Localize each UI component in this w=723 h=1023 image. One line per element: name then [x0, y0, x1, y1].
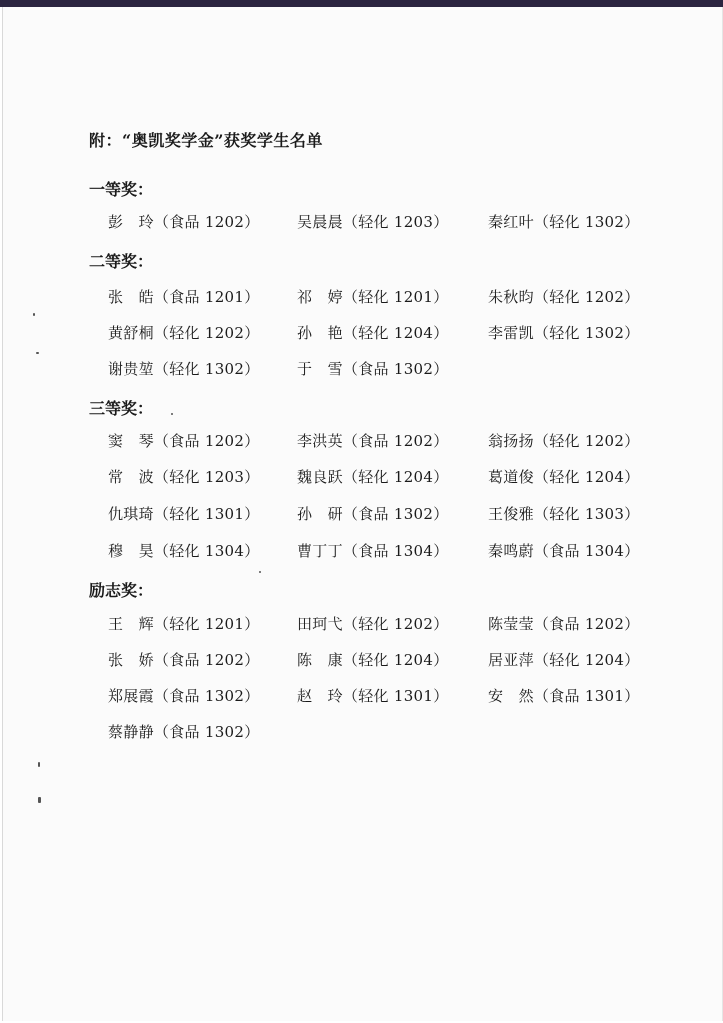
scan-speck	[36, 352, 39, 354]
award-entry: 彭 玲（食品 1202）	[108, 213, 260, 231]
scan-speck	[33, 313, 35, 316]
award-entry: 李雷凯（轻化 1302）	[488, 324, 640, 342]
scan-speck	[38, 797, 41, 803]
document-title: 附：“奥凯奖学金”获奖学生名单	[89, 131, 323, 150]
award-entry: 谢贵堃（轻化 1302）	[108, 360, 260, 378]
award-entry: 穆 昊（轻化 1304）	[108, 542, 260, 560]
award-entry: 张 娇（食品 1202）	[108, 651, 260, 669]
window-top-bar	[0, 0, 723, 7]
award-entry: 李洪英（食品 1202）	[297, 432, 449, 450]
award-entry: 魏良跃（轻化 1204）	[297, 468, 449, 486]
award-entry: 田珂弋（轻化 1202）	[297, 615, 449, 633]
award-entry: 黄舒桐（轻化 1202）	[108, 324, 260, 342]
section-heading-encouragement-prize: 励志奖：	[89, 581, 154, 600]
award-entry: 陈莹莹（食品 1202）	[488, 615, 640, 633]
award-entry: 葛道俊（轻化 1204）	[488, 468, 640, 486]
scan-speck	[259, 571, 261, 573]
award-entry: 郑展霞（食品 1302）	[108, 687, 260, 705]
award-entry: 窦 琴（食品 1202）	[108, 432, 260, 450]
award-entry: 孙 研（食品 1302）	[297, 505, 449, 523]
award-entry: 蔡静静（食品 1302）	[108, 723, 260, 741]
award-entry: 王俊雅（轻化 1303）	[488, 505, 640, 523]
section-heading-third-prize: 三等奖：	[89, 399, 154, 418]
award-entry: 祁 婷（轻化 1201）	[297, 288, 449, 306]
scan-speck	[38, 762, 40, 767]
award-entry: 吴晨晨（轻化 1203）	[297, 213, 449, 231]
award-entry: 朱秋昀（轻化 1202）	[488, 288, 640, 306]
award-entry: 王 辉（轻化 1201）	[108, 615, 260, 633]
award-entry: 仇琪琦（轻化 1301）	[108, 505, 260, 523]
scan-speck	[171, 413, 173, 415]
section-heading-second-prize: 二等奖：	[89, 252, 154, 271]
award-entry: 秦红叶（轻化 1302）	[488, 213, 640, 231]
section-heading-first-prize: 一等奖：	[89, 180, 154, 199]
award-entry: 常 波（轻化 1203）	[108, 468, 260, 486]
award-entry: 陈 康（轻化 1204）	[297, 651, 449, 669]
award-entry: 秦鸣蔚（食品 1304）	[488, 542, 640, 560]
award-entry: 张 皓（食品 1201）	[108, 288, 260, 306]
award-entry: 翁扬扬（轻化 1202）	[488, 432, 640, 450]
award-entry: 于 雪（食品 1302）	[297, 360, 449, 378]
award-entry: 安 然（食品 1301）	[488, 687, 640, 705]
award-entry: 赵 玲（轻化 1301）	[297, 687, 449, 705]
award-entry: 孙 艳（轻化 1204）	[297, 324, 449, 342]
award-entry: 居亚萍（轻化 1204）	[488, 651, 640, 669]
award-entry: 曹丁丁（食品 1304）	[297, 542, 449, 560]
